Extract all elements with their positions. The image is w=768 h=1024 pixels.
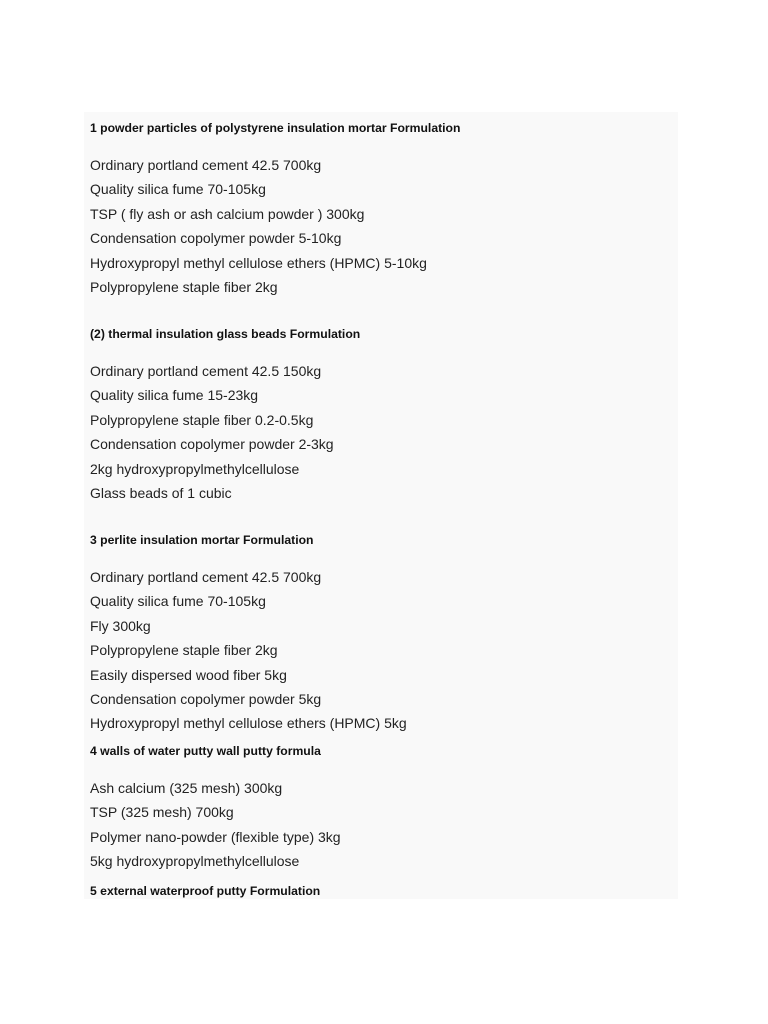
ingredient-item: 2kg hydroxypropylmethylcellulose [90,460,300,477]
ingredient-item: Polypropylene staple fiber 2kg [90,642,278,659]
formulation-section-1 [84,120,460,299]
ingredient-list [90,359,360,505]
ingredient-item: Ordinary portland cement 42.5 150kg [90,363,322,379]
ingredient-list [90,153,460,299]
ingredient-item: Hydroxypropyl methyl cellulose ethers (HPMC) 5kg [90,715,407,732]
section-heading: 1 powder particles of polystyrene insulation mortar Formulation [90,121,461,135]
section-heading: 3 perlite insulation mortar Formulation [90,533,314,547]
ingredient-item: Ordinary portland cement 42.5 700kg [90,157,322,173]
section-heading: 5 external waterproof putty Formulation [90,884,321,898]
ingredient-item: Ordinary portland cement 42.5 700kg [90,569,322,585]
ingredient-item: Ash calcium (325 mesh) 300kg [90,780,283,796]
document-panel [84,112,678,899]
ingredient-item: Fly 300kg [90,617,151,634]
formulation-section-3 [84,532,407,736]
ingredient-list [90,776,341,874]
ingredient-item: TSP ( fly ash or ash calcium powder ) 300kg [90,205,365,222]
ingredient-item: Polymer nano-powder (flexible type) 3kg [90,828,341,845]
ingredient-item: TSP (325 mesh) 700kg [90,804,234,821]
ingredient-item: Easily dispersed wood fiber 5kg [90,666,287,683]
ingredient-item: Glass beads of 1 cubic [90,485,232,502]
ingredient-item: Condensation copolymer powder 5-10kg [90,230,342,247]
formulation-section-2 [84,326,360,505]
ingredient-item: Quality silica fume 70-105kg [90,593,266,610]
ingredient-item: Hydroxypropyl methyl cellulose ethers (HPMC) 5-10kg [90,254,427,271]
ingredient-item: Quality silica fume 15-23kg [90,387,259,404]
ingredient-item: Polypropylene staple fiber 0.2-0.5kg [90,411,314,428]
ingredient-item: Polypropylene staple fiber 2kg [90,279,278,296]
formulation-section-4 [84,743,341,874]
ingredient-item: Condensation copolymer powder 5kg [90,691,322,708]
ingredient-list [90,565,407,736]
ingredient-item: Condensation copolymer powder 2-3kg [90,436,334,453]
section-heading: 4 walls of water putty wall putty formula [90,744,321,758]
ingredient-item: Quality silica fume 70-105kg [90,181,266,198]
section-heading: (2) thermal insulation glass beads Formulation [90,327,361,341]
formulation-section-5 [84,883,320,899]
ingredient-item: 5kg hydroxypropylmethylcellulose [90,853,300,870]
